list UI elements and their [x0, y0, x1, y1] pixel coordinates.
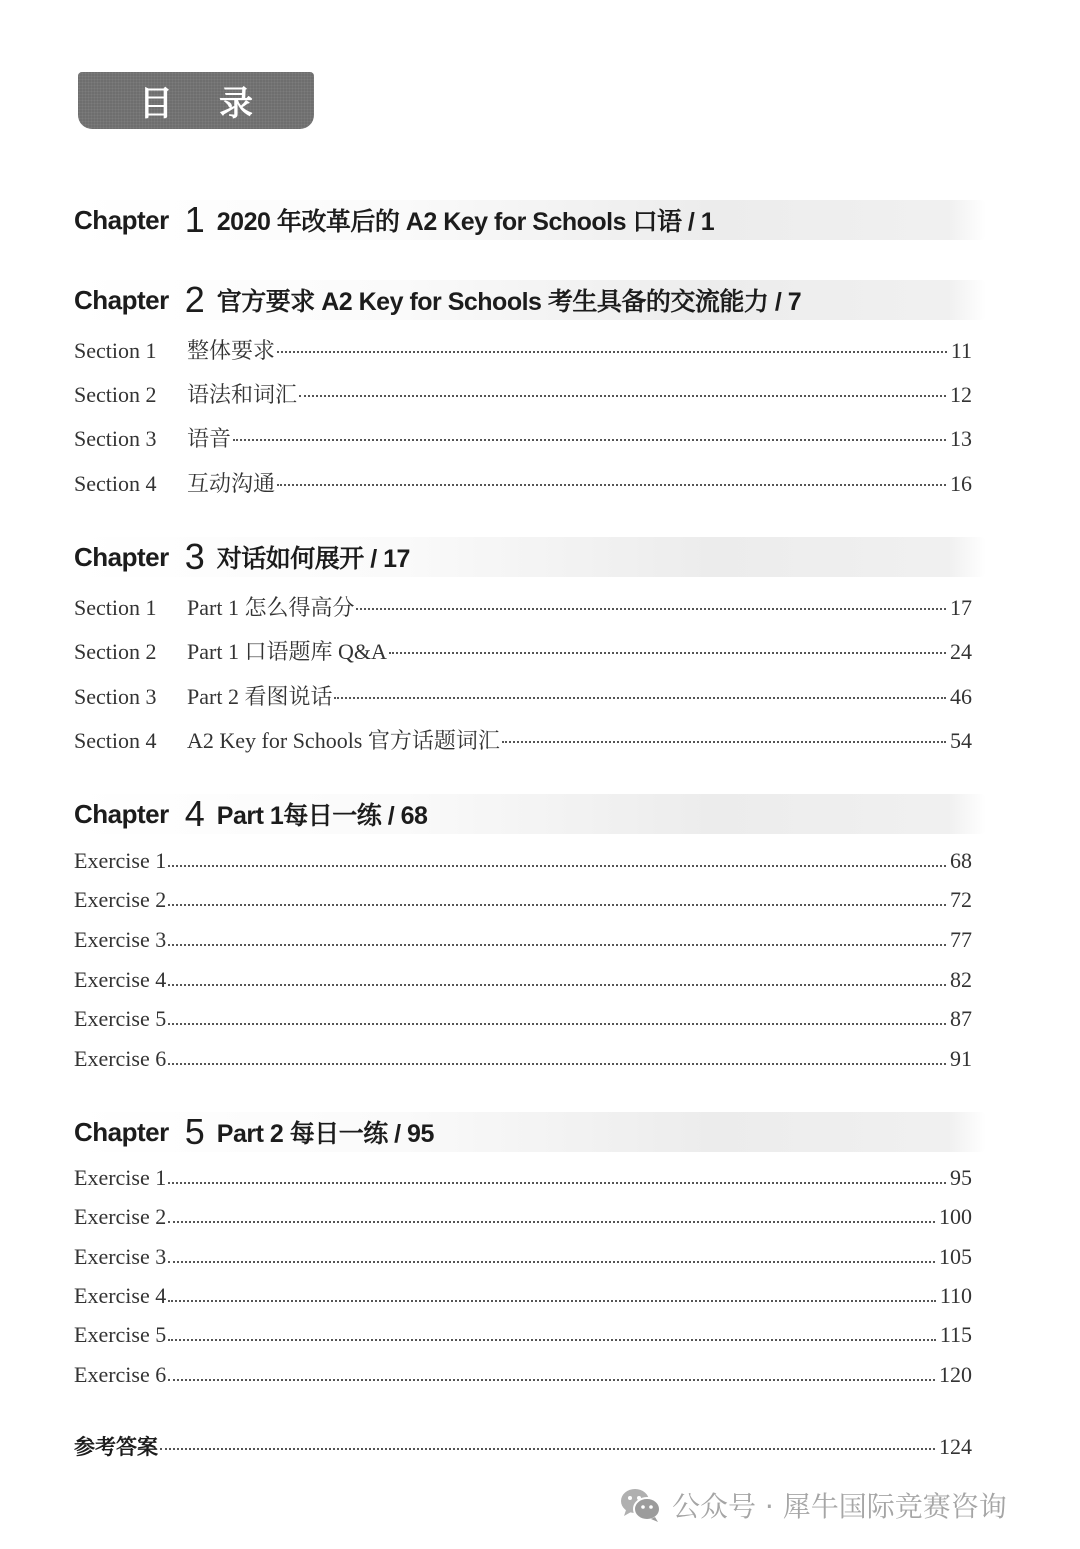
- section-label: Section 3: [74, 426, 157, 451]
- chapter-label: Chapter: [74, 204, 169, 235]
- page-number: 46: [950, 684, 972, 709]
- entry-title: Exercise 2: [74, 1204, 167, 1229]
- chapter-number: 1: [184, 199, 205, 240]
- entry-title: A2 Key for Schools 官方话题词汇: [187, 728, 500, 753]
- section-label: Section 4: [74, 471, 157, 496]
- page-number: 91: [950, 1046, 972, 1071]
- toc-entry-answers[interactable]: [74, 1431, 972, 1461]
- chapter-number: 3: [184, 536, 205, 577]
- page-number: 54: [950, 728, 972, 753]
- toc-entry[interactable]: [74, 422, 972, 452]
- dot-leader: [389, 651, 946, 654]
- entry-title: Exercise 5: [74, 1322, 167, 1347]
- entry-title: 互动沟通: [187, 471, 276, 496]
- toc-entry[interactable]: [74, 1165, 972, 1195]
- chapter-title: Part 2 每日一练 / 95: [216, 1120, 434, 1148]
- section-label: Section 2: [74, 382, 157, 407]
- section-label: Section 1: [74, 595, 157, 620]
- chapter-title: 2020 年改革后的 A2 Key for Schools 口语 / 1: [216, 208, 715, 236]
- entry-title: Exercise 3: [74, 1244, 167, 1269]
- page-number: 100: [939, 1204, 972, 1229]
- section-label: Section 2: [74, 639, 157, 664]
- page-title: 目录: [139, 84, 299, 124]
- page-number: 82: [950, 967, 972, 992]
- section-label: Section 3: [74, 684, 157, 709]
- page-number: 105: [939, 1244, 972, 1269]
- chapter-4-heading[interactable]: [74, 794, 986, 834]
- chapter-label: Chapter: [74, 541, 169, 572]
- watermark-text: 公众号 · 犀牛国际竞赛咨询: [672, 1490, 1007, 1523]
- toc-entry[interactable]: [74, 1204, 972, 1234]
- dot-leader: [168, 1299, 936, 1302]
- page-number: 17: [950, 595, 972, 620]
- entry-title: 语音: [187, 426, 232, 451]
- chapter-number: 2: [184, 279, 205, 320]
- toc-entry[interactable]: [74, 680, 972, 710]
- page-number: 72: [950, 887, 972, 912]
- chapter-number: 4: [184, 793, 205, 834]
- page-number: 77: [950, 927, 972, 952]
- dot-leader: [277, 350, 947, 353]
- toc-entry[interactable]: [74, 848, 972, 878]
- toc-entry[interactable]: [74, 591, 972, 621]
- chapter-5-heading[interactable]: [74, 1112, 986, 1152]
- page-number: 12: [950, 382, 972, 407]
- chapter-1-heading[interactable]: [74, 200, 986, 240]
- entry-title: 整体要求: [187, 338, 276, 363]
- entry-title: Exercise 1: [74, 1165, 167, 1190]
- entry-title: Part 1 口语题库 Q&A: [187, 639, 387, 664]
- chapter-label: Chapter: [74, 1116, 169, 1147]
- entry-title: 语法和词汇: [187, 382, 298, 407]
- toc-entry[interactable]: [74, 635, 972, 665]
- toc-entry[interactable]: [74, 1322, 972, 1352]
- dot-leader: [168, 1022, 946, 1025]
- page-number: 16: [950, 471, 972, 496]
- toc-entry[interactable]: [74, 724, 972, 754]
- page-number: 115: [939, 1322, 972, 1347]
- chapter-title: 官方要求 A2 Key for Schools 考生具备的交流能力 / 7: [216, 288, 802, 316]
- watermark: [620, 1485, 1007, 1525]
- section-label: Section 1: [74, 338, 157, 363]
- entry-title: Exercise 6: [74, 1046, 167, 1071]
- entry-title: Exercise 6: [74, 1362, 167, 1387]
- toc-title-box: [78, 72, 314, 129]
- page-number: 124: [939, 1434, 972, 1459]
- section-label: Section 4: [74, 728, 157, 753]
- toc-entry[interactable]: [74, 467, 972, 497]
- toc-entry[interactable]: [74, 1046, 972, 1076]
- dot-leader: [168, 983, 946, 986]
- toc-entry[interactable]: [74, 1006, 972, 1036]
- dot-leader: [168, 1062, 946, 1065]
- chapter-title: 对话如何展开 / 17: [216, 545, 410, 573]
- toc-entry[interactable]: [74, 378, 972, 408]
- page-number: 68: [950, 848, 972, 873]
- dot-leader: [168, 1378, 935, 1381]
- page-number: 24: [950, 639, 972, 664]
- chapter-2-heading[interactable]: [74, 280, 986, 320]
- wechat-icon: [620, 1487, 662, 1523]
- dot-leader: [168, 943, 946, 946]
- entry-title: Part 2 看图说话: [187, 684, 333, 709]
- toc-entry[interactable]: [74, 967, 972, 997]
- chapter-3-heading[interactable]: [74, 537, 986, 577]
- chapter-label: Chapter: [74, 798, 169, 829]
- toc-entry[interactable]: [74, 927, 972, 957]
- answers-title: 参考答案: [74, 1435, 158, 1459]
- dot-leader: [168, 1220, 935, 1223]
- entry-title: Exercise 4: [74, 1283, 167, 1308]
- dot-leader: [168, 903, 946, 906]
- toc-entry[interactable]: [74, 1362, 972, 1392]
- page-number: 110: [939, 1283, 972, 1308]
- page-number: 13: [950, 426, 972, 451]
- dot-leader: [168, 864, 946, 867]
- toc-entry[interactable]: [74, 1283, 972, 1313]
- entry-title: Exercise 3: [74, 927, 167, 952]
- dot-leader: [168, 1338, 936, 1341]
- page-number: 11: [950, 338, 972, 363]
- dot-leader: [168, 1260, 935, 1263]
- dot-leader: [502, 740, 946, 743]
- chapter-number: 5: [184, 1111, 205, 1152]
- entry-title: Exercise 1: [74, 848, 167, 873]
- toc-entry[interactable]: [74, 334, 972, 364]
- page-number: 87: [950, 1006, 972, 1031]
- chapter-title: Part 1每日一练 / 68: [216, 802, 428, 830]
- dot-leader: [160, 1447, 935, 1450]
- toc-entry[interactable]: [74, 887, 972, 917]
- entry-title: Exercise 4: [74, 967, 167, 992]
- entry-title: Exercise 2: [74, 887, 167, 912]
- dot-leader: [356, 607, 946, 610]
- entry-title: Exercise 5: [74, 1006, 167, 1031]
- chapter-label: Chapter: [74, 284, 169, 315]
- toc-entry[interactable]: [74, 1244, 972, 1274]
- dot-leader: [233, 438, 946, 441]
- page-number: 95: [950, 1165, 972, 1190]
- dot-leader: [277, 483, 946, 486]
- dot-leader: [299, 394, 946, 397]
- page-number: 120: [939, 1362, 972, 1387]
- dot-leader: [168, 1181, 946, 1184]
- entry-title: Part 1 怎么得高分: [187, 595, 355, 620]
- dot-leader: [334, 696, 946, 699]
